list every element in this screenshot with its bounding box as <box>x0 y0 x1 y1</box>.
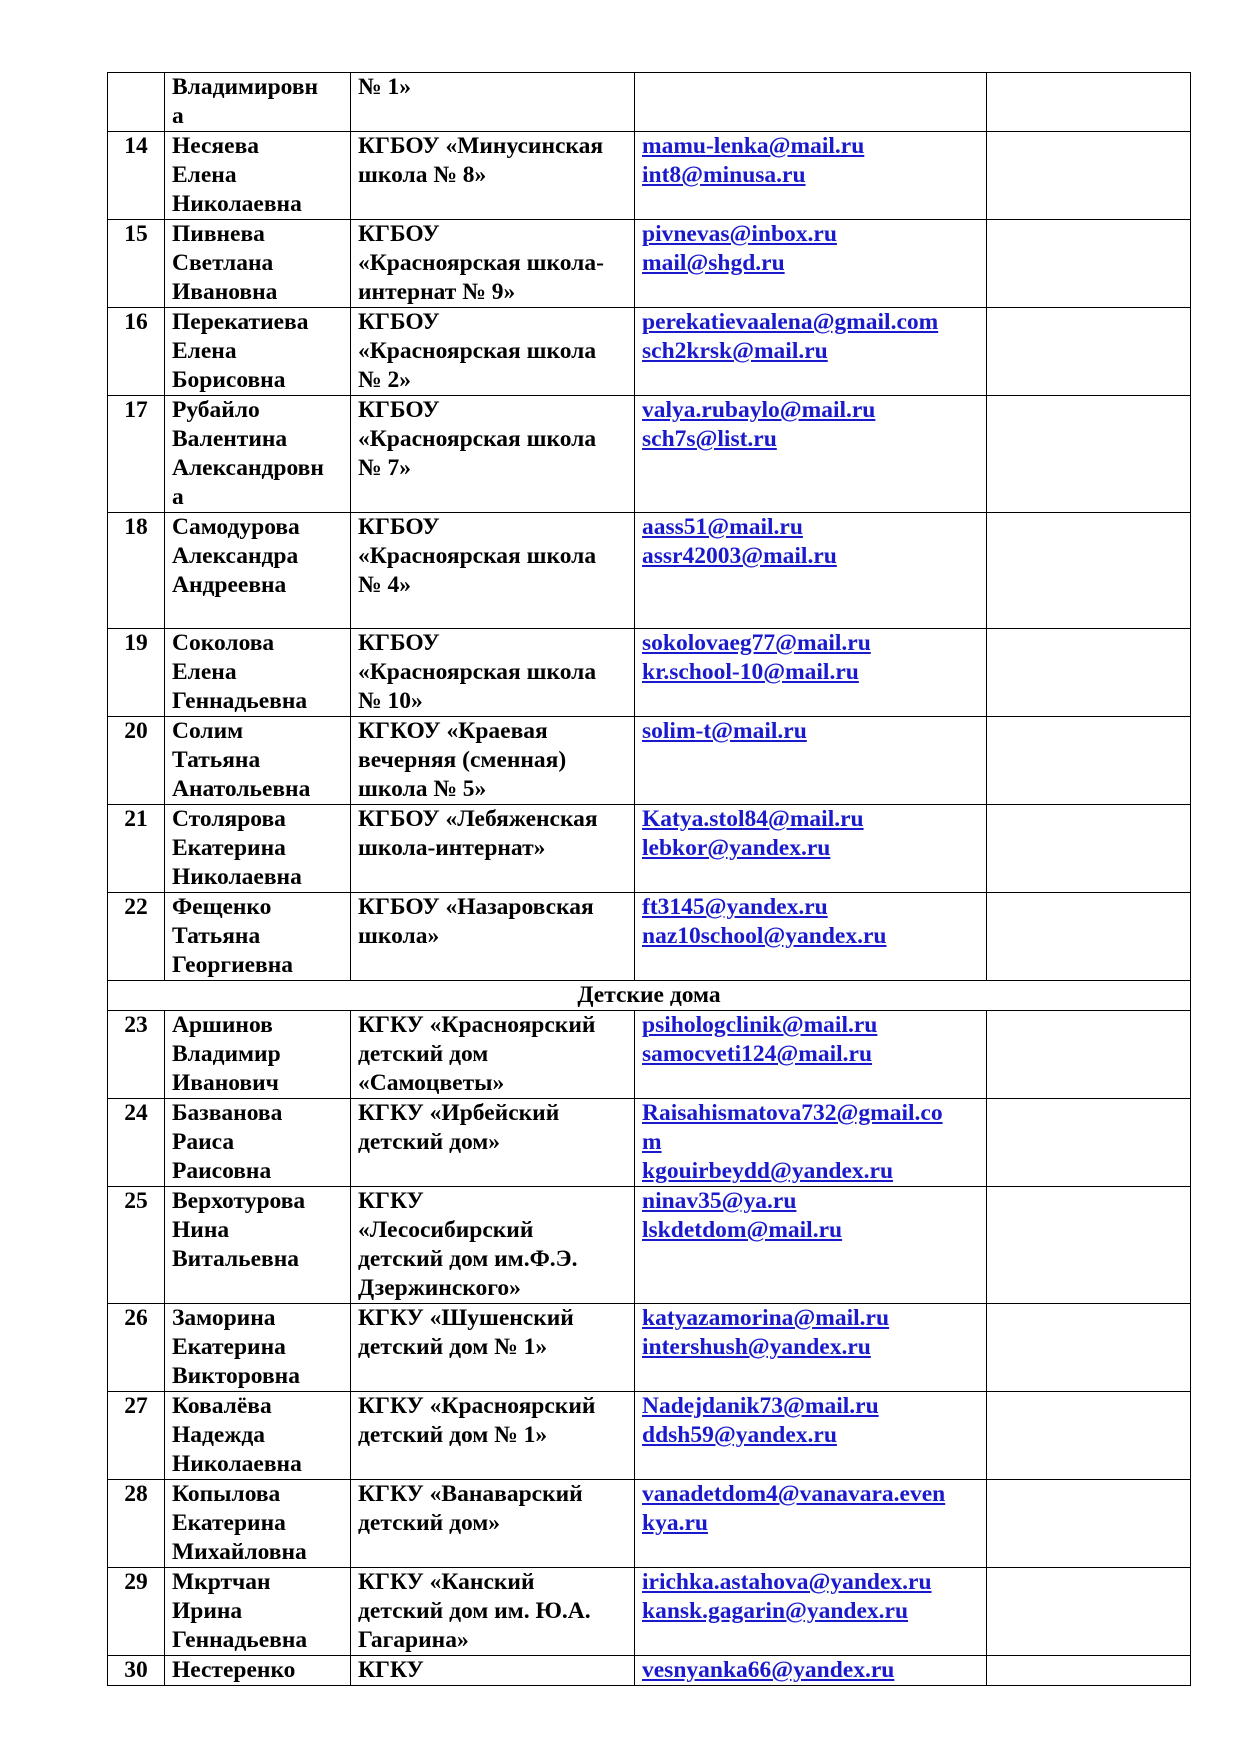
email-link[interactable]: lebkor@yandex.ru <box>642 835 831 861</box>
empty-cell <box>987 629 1191 717</box>
table-row <box>108 396 1191 513</box>
organization-line: КГКУ «Красноярский <box>358 1393 596 1419</box>
row-number: 16 <box>108 308 165 396</box>
person-name-line: Владимировн <box>172 74 319 100</box>
section-header-row <box>108 981 1191 1011</box>
organization-cell <box>351 717 635 805</box>
organization-line: КГБОУ <box>358 630 440 656</box>
email-link[interactable]: ft3145@yandex.ru <box>642 894 828 920</box>
section-title: Детские дома <box>108 981 1191 1011</box>
organization-cell <box>351 1392 635 1480</box>
organization-line: КГБОУ <box>358 397 440 423</box>
organization-line: «Самоцветы» <box>358 1070 505 1096</box>
email-link[interactable]: Nadejdanik73@mail.ru <box>642 1393 879 1419</box>
person-name-line: Геннадьевна <box>172 1627 308 1653</box>
organization-line: школа № 5» <box>358 776 487 802</box>
person-name-cell <box>165 513 351 629</box>
email-link[interactable]: valya.rubaylo@mail.ru <box>642 397 876 423</box>
table-row <box>108 513 1191 629</box>
person-name-line: Ирина <box>172 1598 243 1624</box>
person-name-cell <box>165 717 351 805</box>
table-row <box>108 1099 1191 1187</box>
organization-line: КГКУ <box>358 1188 424 1214</box>
organization-line: детский дом им. Ю.А. <box>358 1598 591 1624</box>
empty-cell <box>987 1480 1191 1568</box>
table-row <box>108 805 1191 893</box>
empty-cell <box>987 1011 1191 1099</box>
person-name-line: Несяева <box>172 133 260 159</box>
person-name-cell <box>165 1011 351 1099</box>
empty-cell <box>987 396 1191 513</box>
organization-cell <box>351 1099 635 1187</box>
organization-line: КГБОУ <box>358 221 440 247</box>
person-name-line: Борисовна <box>172 367 286 393</box>
table-row <box>108 1011 1191 1099</box>
row-number: 27 <box>108 1392 165 1480</box>
organization-line: «Лесосибирский <box>358 1217 534 1243</box>
empty-cell <box>987 1187 1191 1304</box>
organization-line: «Красноярская школа- <box>358 250 604 276</box>
organization-line: КГКУ «Шушенский <box>358 1305 574 1331</box>
table-row <box>108 1187 1191 1304</box>
email-link[interactable]: int8@minusa.ru <box>642 162 806 188</box>
person-name-line: Нестеренко <box>172 1657 296 1683</box>
email-link[interactable]: intershush@yandex.ru <box>642 1334 871 1360</box>
person-name-line: Ковалёва <box>172 1393 272 1419</box>
email-link[interactable]: katyazamorina@mail.ru <box>642 1305 890 1331</box>
empty-cell <box>987 805 1191 893</box>
row-number: 20 <box>108 717 165 805</box>
row-number: 15 <box>108 220 165 308</box>
email-cell <box>635 132 987 220</box>
person-name-line: Татьяна <box>172 923 261 949</box>
table-row <box>108 1392 1191 1480</box>
organization-line: № 2» <box>358 367 411 393</box>
person-name-cell <box>165 132 351 220</box>
email-cell <box>635 629 987 717</box>
organization-cell <box>351 1187 635 1304</box>
row-number: 25 <box>108 1187 165 1304</box>
person-name-line: Геннадьевна <box>172 688 308 714</box>
table-row <box>108 1304 1191 1392</box>
table-row <box>108 893 1191 981</box>
email-cell <box>635 1656 987 1686</box>
row-number: 30 <box>108 1656 165 1686</box>
email-link[interactable]: ddsh59@yandex.ru <box>642 1422 837 1448</box>
organization-cell <box>351 1656 635 1686</box>
empty-cell <box>987 73 1191 132</box>
table-row <box>108 1656 1191 1686</box>
email-cell <box>635 805 987 893</box>
email-cell <box>635 717 987 805</box>
email-link[interactable]: vanadetdom4@vanavara.even <box>642 1481 946 1507</box>
contacts-table <box>107 72 1191 1686</box>
email-link[interactable]: solim-t@mail.ru <box>642 718 807 744</box>
person-name-line: Анатольевна <box>172 776 311 802</box>
table-row <box>108 220 1191 308</box>
email-link[interactable]: aass51@mail.ru <box>642 514 803 540</box>
table-row <box>108 717 1191 805</box>
organization-cell <box>351 513 635 629</box>
person-name-line: а <box>172 484 184 510</box>
person-name-cell <box>165 220 351 308</box>
person-name-line: Соколова <box>172 630 275 656</box>
person-name-line: Столярова <box>172 806 286 832</box>
organization-line: «Красноярская школа <box>358 659 597 685</box>
organization-line: КГКОУ «Краевая <box>358 718 548 744</box>
email-link[interactable]: ninav35@ya.ru <box>642 1188 797 1214</box>
organization-cell <box>351 220 635 308</box>
row-number: 19 <box>108 629 165 717</box>
person-name-line: а <box>172 103 184 129</box>
organization-line: КГБОУ «Назаровская <box>358 894 594 920</box>
person-name-line: Николаевна <box>172 191 302 217</box>
person-name-line: Екатерина <box>172 1510 286 1536</box>
email-link[interactable]: lskdetdom@mail.ru <box>642 1217 843 1243</box>
organization-line: «Красноярская школа <box>358 543 597 569</box>
organization-line: детский дом им.Ф.Э. <box>358 1246 578 1272</box>
organization-line: детский дом № 1» <box>358 1334 548 1360</box>
empty-cell <box>987 1568 1191 1656</box>
organization-line: школа № 8» <box>358 162 487 188</box>
email-cell <box>635 1304 987 1392</box>
organization-line: КГКУ «Красноярский <box>358 1012 596 1038</box>
row-number <box>108 73 165 132</box>
organization-line: КГБОУ «Минусинская <box>358 133 604 159</box>
person-name-line: Георгиевна <box>172 952 294 978</box>
email-cell <box>635 1568 987 1656</box>
row-number: 24 <box>108 1099 165 1187</box>
person-name-cell <box>165 73 351 132</box>
organization-line: вечерняя (сменная) <box>358 747 567 773</box>
empty-cell <box>987 513 1191 629</box>
email-link[interactable]: pivnevas@inbox.ru <box>642 221 837 247</box>
email-cell <box>635 893 987 981</box>
person-name-cell <box>165 1568 351 1656</box>
person-name-line: Михайловна <box>172 1539 307 1565</box>
organization-line: школа-интернат» <box>358 835 546 861</box>
person-name-line: Копылова <box>172 1481 281 1507</box>
organization-line: Гагарина» <box>358 1627 469 1653</box>
organization-cell <box>351 396 635 513</box>
email-cell <box>635 1011 987 1099</box>
row-number: 14 <box>108 132 165 220</box>
person-name-line: Александра <box>172 543 299 569</box>
person-name-cell <box>165 1656 351 1686</box>
organization-line: детский дом» <box>358 1129 501 1155</box>
table-body <box>108 73 1191 1686</box>
organization-line: КГБОУ <box>358 309 440 335</box>
email-link[interactable]: m <box>642 1129 662 1155</box>
organization-line: № 7» <box>358 455 411 481</box>
email-link[interactable]: sch7s@list.ru <box>642 426 777 452</box>
person-name-line: Елена <box>172 338 237 364</box>
organization-line: КГБОУ <box>358 514 440 540</box>
person-name-cell <box>165 1480 351 1568</box>
email-link[interactable]: samocveti124@mail.ru <box>642 1041 873 1067</box>
person-name-line: Викторовна <box>172 1363 300 1389</box>
person-name-line: Раиса <box>172 1129 235 1155</box>
email-link[interactable]: perekatievaalena@gmail.com <box>642 309 939 335</box>
person-name-line: Верхотурова <box>172 1188 306 1214</box>
person-name-line: Надежда <box>172 1422 266 1448</box>
organization-cell <box>351 73 635 132</box>
row-number: 23 <box>108 1011 165 1099</box>
empty-cell <box>987 1099 1191 1187</box>
email-cell <box>635 220 987 308</box>
table-row <box>108 132 1191 220</box>
person-name-line: Пивнева <box>172 221 265 247</box>
organization-line: Дзержинского» <box>358 1275 521 1301</box>
email-link[interactable]: naz10school@yandex.ru <box>642 923 887 949</box>
empty-cell <box>987 893 1191 981</box>
organization-cell <box>351 805 635 893</box>
organization-line: «Красноярская школа <box>358 426 597 452</box>
organization-line: детский дом» <box>358 1510 501 1536</box>
organization-line: КГКУ «Ирбейский <box>358 1100 560 1126</box>
person-name-cell <box>165 308 351 396</box>
organization-cell <box>351 629 635 717</box>
organization-cell <box>351 893 635 981</box>
person-name-line: Заморина <box>172 1305 276 1331</box>
person-name-line: Елена <box>172 659 237 685</box>
person-name-line: Аршинов <box>172 1012 273 1038</box>
email-link[interactable]: Katya.stol84@mail.ru <box>642 806 864 832</box>
person-name-cell <box>165 1099 351 1187</box>
empty-cell <box>987 220 1191 308</box>
person-name-line: Светлана <box>172 250 274 276</box>
person-name-line: Екатерина <box>172 835 286 861</box>
email-link[interactable]: psihologclinik@mail.ru <box>642 1012 878 1038</box>
person-name-cell <box>165 1304 351 1392</box>
person-name-cell <box>165 1392 351 1480</box>
person-name-line: Перекатиева <box>172 309 309 335</box>
organization-line: № 10» <box>358 688 423 714</box>
person-name-line: Рубайло <box>172 397 260 423</box>
person-name-cell <box>165 805 351 893</box>
organization-line: № 1» <box>358 74 411 100</box>
organization-line: школа» <box>358 923 440 949</box>
email-cell <box>635 513 987 629</box>
person-name-cell <box>165 629 351 717</box>
email-link[interactable]: sokolovaeg77@mail.ru <box>642 630 871 656</box>
organization-cell <box>351 1568 635 1656</box>
row-number: 21 <box>108 805 165 893</box>
email-link[interactable]: kr.school-10@mail.ru <box>642 659 859 685</box>
row-number: 18 <box>108 513 165 629</box>
organization-line: КГБОУ «Лебяженская <box>358 806 598 832</box>
row-number: 29 <box>108 1568 165 1656</box>
organization-line: КГКУ «Канский <box>358 1569 535 1595</box>
table-row <box>108 1568 1191 1656</box>
person-name-line: Елена <box>172 162 237 188</box>
row-number: 26 <box>108 1304 165 1392</box>
person-name-line: Николаевна <box>172 864 302 890</box>
person-name-cell <box>165 396 351 513</box>
empty-cell <box>987 1304 1191 1392</box>
person-name-line: Раисовна <box>172 1158 272 1184</box>
person-name-line: Базванова <box>172 1100 283 1126</box>
person-name-cell <box>165 893 351 981</box>
person-name-line: Татьяна <box>172 747 261 773</box>
person-name-line: Самодурова <box>172 514 300 540</box>
table-row <box>108 629 1191 717</box>
email-cell <box>635 1187 987 1304</box>
organization-cell <box>351 308 635 396</box>
empty-cell <box>987 132 1191 220</box>
email-link[interactable]: kgouirbeydd@yandex.ru <box>642 1158 894 1184</box>
person-name-line: Николаевна <box>172 1451 302 1477</box>
table-row <box>108 1480 1191 1568</box>
person-name-line: Нина <box>172 1217 230 1243</box>
organization-line: интернат № 9» <box>358 279 516 305</box>
person-name-line: Александровн <box>172 455 324 481</box>
organization-cell <box>351 132 635 220</box>
person-name-line: Иванович <box>172 1070 279 1096</box>
person-name-line: Екатерина <box>172 1334 286 1360</box>
email-cell <box>635 1392 987 1480</box>
email-cell <box>635 1480 987 1568</box>
organization-cell <box>351 1480 635 1568</box>
email-cell <box>635 308 987 396</box>
email-cell <box>635 73 987 132</box>
organization-line: «Красноярская школа <box>358 338 597 364</box>
email-cell <box>635 396 987 513</box>
email-link[interactable]: Raisahismatova732@gmail.co <box>642 1100 943 1126</box>
email-link[interactable]: kya.ru <box>642 1510 708 1536</box>
email-link[interactable]: assr42003@mail.ru <box>642 543 837 569</box>
email-link[interactable]: mail@shgd.ru <box>642 250 785 276</box>
email-link[interactable]: sch2krsk@mail.ru <box>642 338 828 364</box>
row-number: 17 <box>108 396 165 513</box>
organization-line: детский дом № 1» <box>358 1422 548 1448</box>
person-name-line: Солим <box>172 718 244 744</box>
person-name-line: Мкртчан <box>172 1569 271 1595</box>
email-link[interactable]: mamu-lenka@mail.ru <box>642 133 865 159</box>
row-number: 28 <box>108 1480 165 1568</box>
person-name-line: Фещенко <box>172 894 272 920</box>
organization-line: КГКУ «Ванаварский <box>358 1481 583 1507</box>
empty-cell <box>987 1656 1191 1686</box>
row-number: 22 <box>108 893 165 981</box>
organization-line: детский дом <box>358 1041 489 1067</box>
person-name-line: Ивановна <box>172 279 278 305</box>
empty-cell <box>987 1392 1191 1480</box>
organization-line: № 4» <box>358 572 411 598</box>
email-link[interactable]: vesnyanka66@yandex.ru <box>642 1657 895 1683</box>
table-row <box>108 308 1191 396</box>
person-name-line: Андреевна <box>172 572 287 598</box>
empty-cell <box>987 308 1191 396</box>
person-name-line: Витальевна <box>172 1246 300 1272</box>
organization-cell <box>351 1011 635 1099</box>
email-link[interactable]: irichka.astahova@yandex.ru <box>642 1569 932 1595</box>
email-link[interactable]: kansk.gagarin@yandex.ru <box>642 1598 909 1624</box>
person-name-cell <box>165 1187 351 1304</box>
empty-cell <box>987 717 1191 805</box>
table-row <box>108 73 1191 132</box>
person-name-line: Владимир <box>172 1041 281 1067</box>
organization-line: КГКУ <box>358 1657 424 1683</box>
person-name-line: Валентина <box>172 426 288 452</box>
email-cell <box>635 1099 987 1187</box>
organization-cell <box>351 1304 635 1392</box>
